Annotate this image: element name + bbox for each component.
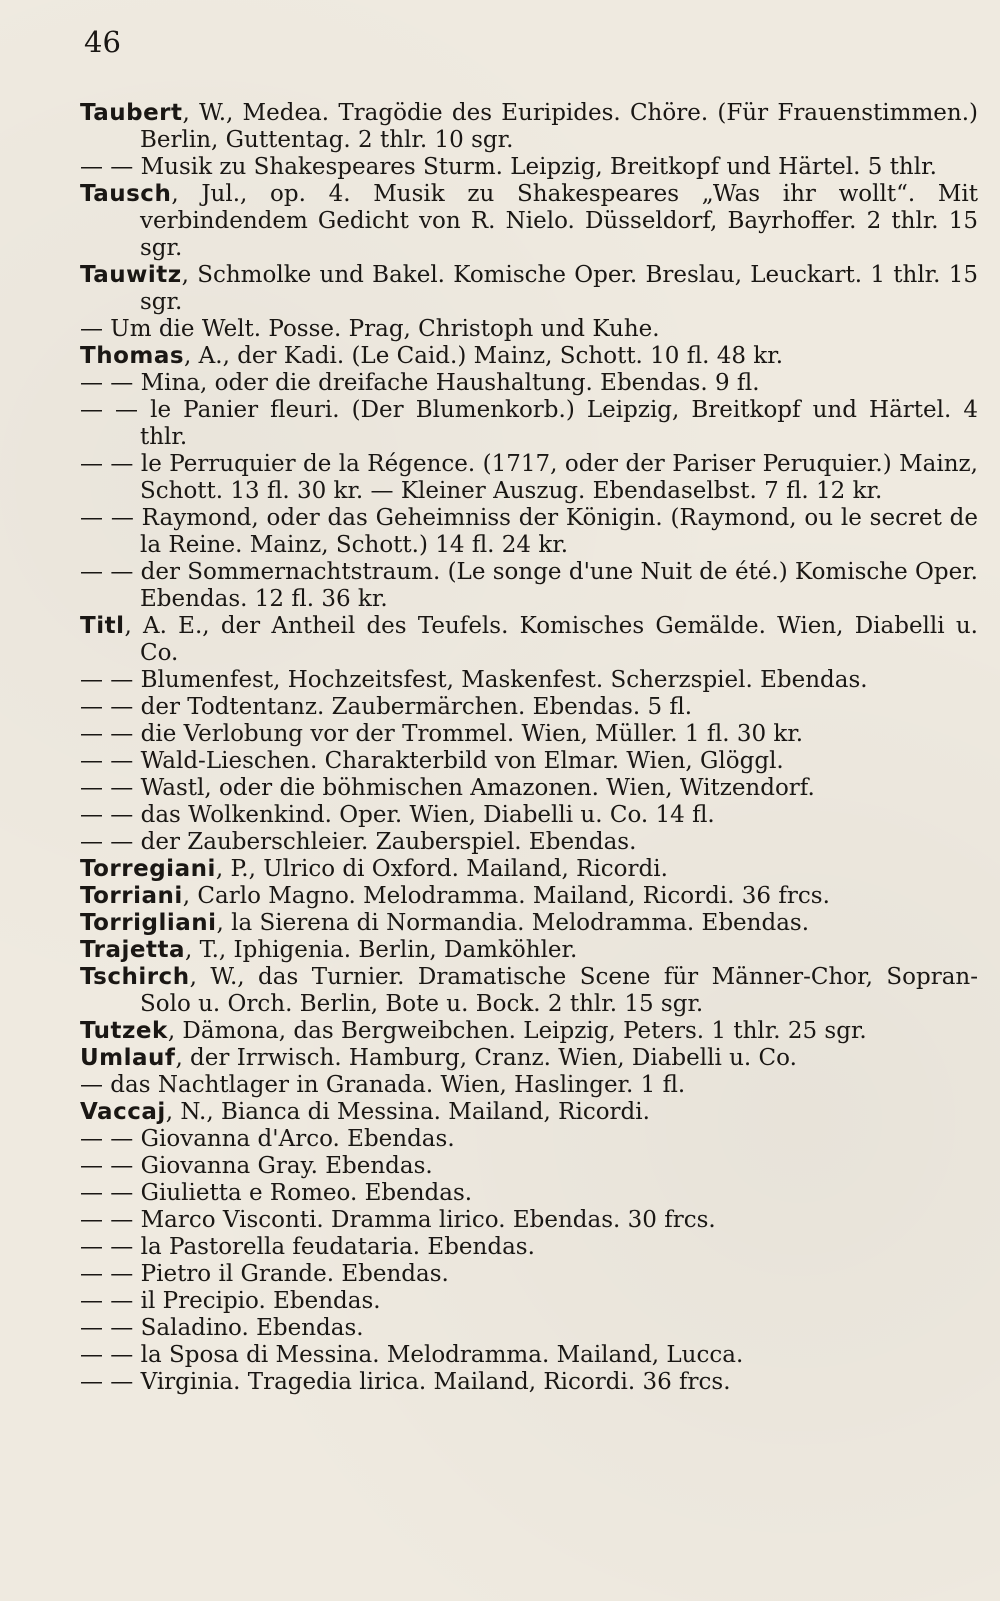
composer-name: Tausch	[80, 181, 172, 207]
catalog-entry	[80, 694, 978, 721]
entry-text: — — Raymond, oder das Geheimniss der Königin. (Raymond, ou le secret de la Reine. Mainz, Schott.) 14 fl. 24 kr.	[80, 505, 978, 558]
entry-text: , Dämona, das Bergweibchen. Leipzig, Peters. 1 thlr. 25 sgr.	[167, 1018, 867, 1044]
catalog-entry	[80, 1180, 978, 1207]
entry-text: — — Mina, oder die dreifache Haushaltung. Ebendas. 9 fl.	[80, 370, 760, 396]
catalog-entry	[80, 964, 978, 1018]
entry-text: , T., Iphigenia. Berlin, Damköhler.	[185, 937, 578, 963]
entry-text: — — Saladino. Ebendas.	[80, 1315, 364, 1341]
entry-text: , W., Medea. Tragödie des Euripides. Chöre. (Für Frauenstimmen.) Berlin, Guttentag. 2 thlr. 10 sgr.	[140, 100, 978, 153]
entry-text: — — Blumenfest, Hochzeitsfest, Maskenfest. Scherzspiel. Ebendas.	[80, 667, 868, 693]
entry-text: , Carlo Magno. Melodramma. Mailand, Ricordi. 36 frcs.	[182, 883, 830, 909]
entry-text: — — die Verlobung vor der Trommel. Wien, Müller. 1 fl. 30 kr.	[80, 721, 804, 747]
page-number: 46	[84, 25, 121, 59]
entry-text: — — le Perruquier de la Régence. (1717, oder der Pariser Peruquier.) Mainz, Schott. 13 fl. 30 kr. — Kleiner Auszug. Ebendaselbst. 7 fl. 12 kr.	[80, 451, 978, 504]
catalog-entry	[80, 937, 978, 964]
catalog-entry	[80, 1126, 978, 1153]
entry-text: — — das Wolkenkind. Oper. Wien, Diabelli u. Co. 14 fl.	[80, 802, 715, 828]
catalog-entry	[80, 1342, 978, 1369]
catalog-entry	[80, 1018, 978, 1045]
catalog-entry	[80, 721, 978, 748]
composer-name: Torregiani	[80, 856, 216, 882]
composer-name: Tauwitz	[80, 262, 182, 288]
entry-text: — — Giovanna Gray. Ebendas.	[80, 1153, 433, 1179]
entry-text: — — Marco Visconti. Dramma lirico. Ebendas. 30 frcs.	[80, 1207, 716, 1233]
catalog-entry	[80, 829, 978, 856]
catalog-entry	[80, 451, 978, 505]
composer-name: Thomas	[80, 343, 185, 369]
catalog-entry	[80, 613, 978, 667]
composer-name: Vaccaj	[80, 1099, 166, 1125]
composer-name: Trajetta	[80, 937, 186, 963]
catalog-entry	[80, 154, 978, 181]
entry-text: — — le Panier fleuri. (Der Blumenkorb.) Leipzig, Breitkopf und Härtel. 4 thlr.	[80, 397, 978, 450]
entry-text: — — il Precipio. Ebendas.	[80, 1288, 381, 1314]
entry-text: — — la Pastorella feudataria. Ebendas.	[80, 1234, 535, 1260]
entry-text: — — Pietro il Grande. Ebendas.	[80, 1261, 449, 1287]
composer-name: Taubert	[80, 100, 183, 126]
catalog-entry	[80, 1315, 978, 1342]
catalog-entry	[80, 856, 978, 883]
entry-text: — — Giovanna d'Arco. Ebendas.	[80, 1126, 455, 1152]
entry-text: — Um die Welt. Posse. Prag, Christoph und Kuhe.	[80, 316, 660, 342]
composer-name: Torriani	[80, 883, 183, 909]
entry-text: , la Sierena di Normandia. Melodramma. Ebendas.	[216, 910, 810, 936]
entry-text: , P., Ulrico di Oxford. Mailand, Ricordi.	[215, 856, 668, 882]
entry-text: — — la Sposa di Messina. Melodramma. Mailand, Lucca.	[80, 1342, 744, 1368]
catalog-entry	[80, 1045, 978, 1072]
entry-text: , Jul., op. 4. Musik zu Shakespeares „Was ihr wollt“. Mit verbindendem Gedicht von R. Nielo. Düsseldorf, Bayrhoffer. 2 thlr. 15 sgr.	[140, 181, 978, 261]
entry-text: , der Irrwisch. Hamburg, Cranz. Wien, Diabelli u. Co.	[175, 1045, 797, 1071]
catalog-entry	[80, 397, 978, 451]
entry-text: , A., der Kadi. (Le Caid.) Mainz, Schott. 10 fl. 48 kr.	[184, 343, 784, 369]
catalog-entry	[80, 1099, 978, 1126]
entry-text: — — Virginia. Tragedia lirica. Mailand, Ricordi. 36 frcs.	[80, 1369, 731, 1395]
catalog-entry	[80, 1207, 978, 1234]
entry-text: — — Musik zu Shakespeares Sturm. Leipzig, Breitkopf und Härtel. 5 thlr.	[80, 154, 937, 180]
catalog-entry	[80, 748, 978, 775]
catalog-entry	[80, 1153, 978, 1180]
catalog-entry	[80, 1261, 978, 1288]
composer-name: Tschirch	[80, 964, 190, 990]
catalog-entry	[80, 1369, 978, 1396]
composer-name: Titl	[80, 613, 125, 639]
entry-text: — — der Zauberschleier. Zauberspiel. Ebendas.	[80, 829, 637, 855]
catalog-entry	[80, 667, 978, 694]
catalog-entry	[80, 181, 978, 262]
entry-text: , A. E., der Antheil des Teufels. Komisches Gemälde. Wien, Diabelli u. Co.	[124, 613, 978, 666]
catalog-entry	[80, 559, 978, 613]
catalog-entry	[80, 343, 978, 370]
entry-text: — — Wald-Lieschen. Charakterbild von Elmar. Wien, Glöggl.	[80, 748, 784, 774]
catalog-entry	[80, 316, 978, 343]
catalog-entry	[80, 100, 978, 154]
catalog-entry	[80, 1288, 978, 1315]
entry-text: , Schmolke und Bakel. Komische Oper. Breslau, Leuckart. 1 thlr. 15 sgr.	[140, 262, 978, 315]
composer-name: Umlauf	[80, 1045, 176, 1071]
catalog-entry	[80, 775, 978, 802]
catalog-entry	[80, 1234, 978, 1261]
entry-text: — das Nachtlager in Granada. Wien, Haslinger. 1 fl.	[80, 1072, 686, 1098]
catalog-entry	[80, 505, 978, 559]
catalog-entry	[80, 883, 978, 910]
catalog-entry	[80, 262, 978, 316]
composer-name: Tutzek	[80, 1018, 168, 1044]
entry-text: — — der Todtentanz. Zaubermärchen. Ebendas. 5 fl.	[80, 694, 693, 720]
catalog-entry	[80, 1072, 978, 1099]
composer-name: Torrigliani	[80, 910, 217, 936]
entry-text: — — Wastl, oder die böhmischen Amazonen. Wien, Witzendorf.	[80, 775, 815, 801]
entry-text: — — Giulietta e Romeo. Ebendas.	[80, 1180, 473, 1206]
entry-text: , N., Bianca di Messina. Mailand, Ricordi.	[165, 1099, 650, 1125]
entry-text: — — der Sommernachtstraum. (Le songe d'une Nuit de été.) Komische Oper. Ebendas. 12 fl. 36 kr.	[80, 559, 978, 612]
catalog-entry	[80, 370, 978, 397]
catalog-entry	[80, 910, 978, 937]
catalog-entries	[80, 100, 978, 1396]
entry-text: , W., das Turnier. Dramatische Scene für Männer-Chor, Sopran-Solo u. Orch. Berlin, Bote u. Bock. 2 thlr. 15 sgr.	[140, 964, 978, 1017]
catalog-entry	[80, 802, 978, 829]
